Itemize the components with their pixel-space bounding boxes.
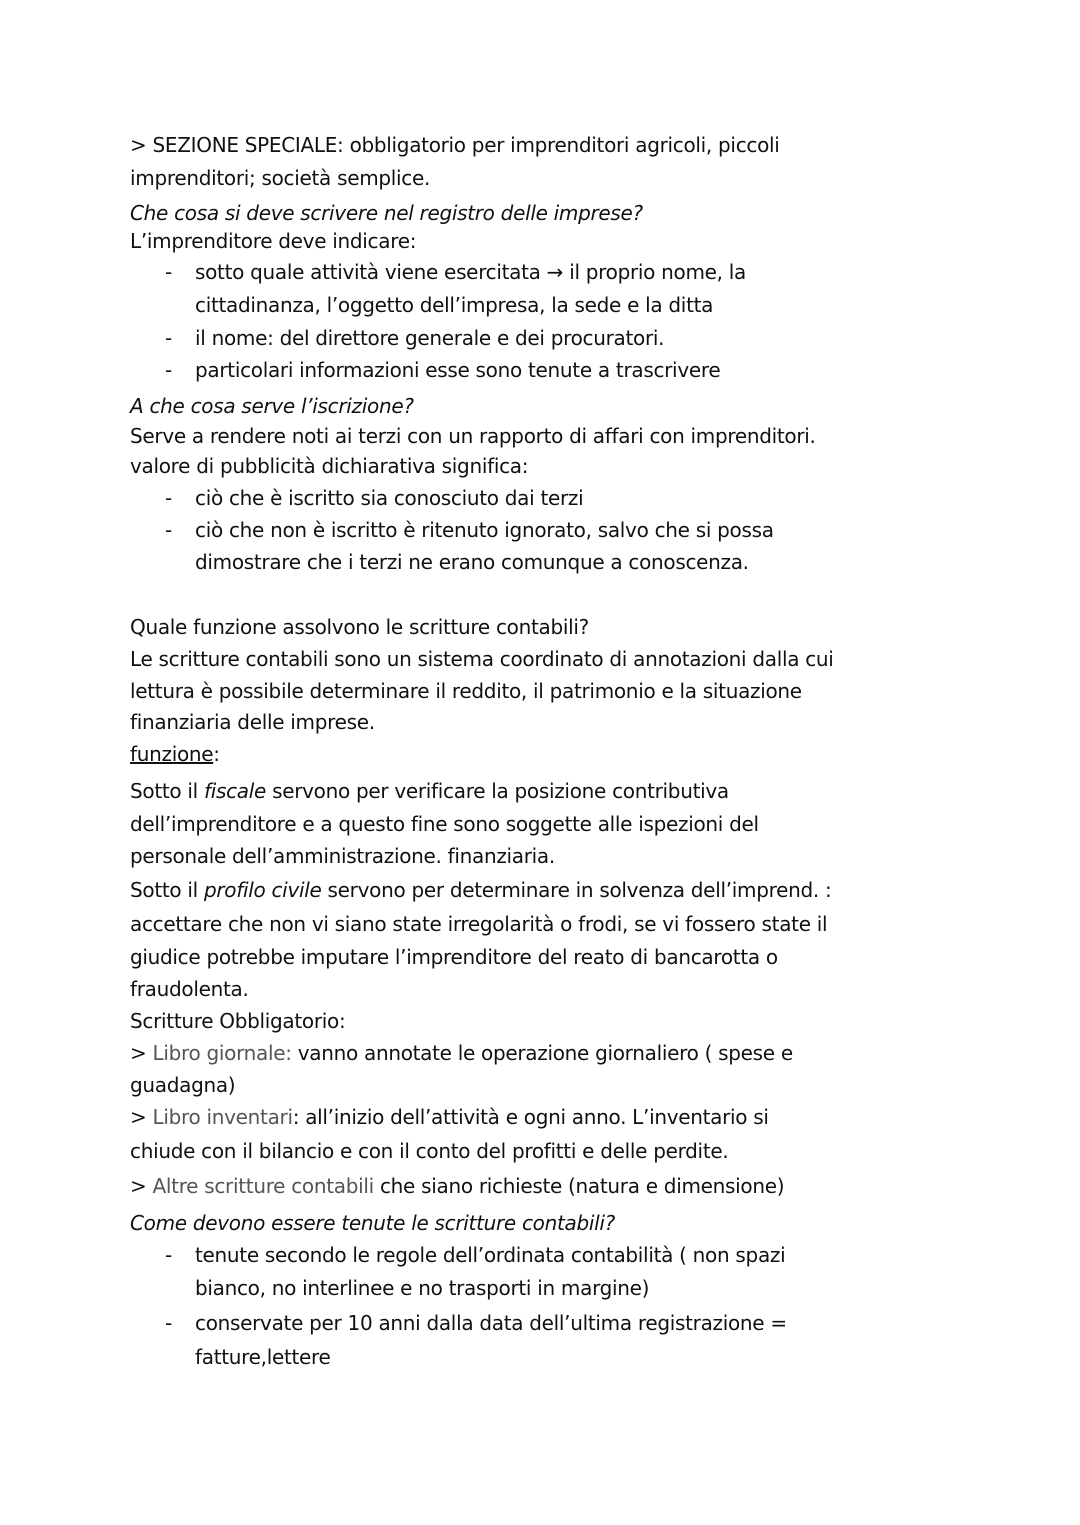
text-line [130, 1103, 769, 1131]
text-line [130, 910, 827, 938]
text-line [130, 708, 375, 736]
text-line [195, 548, 749, 576]
question-heading: Come devono essere tenute le scritture contabili? [130, 1211, 615, 1235]
text-segment: bianco, no interlinee e no trasporti in margine) [195, 1276, 650, 1300]
text-line [130, 677, 802, 705]
text-segment: il nome: del direttore generale e dei procuratori. [195, 326, 665, 350]
text-line [130, 1071, 235, 1099]
bullet-dash: - [165, 260, 172, 284]
bullet-item [165, 484, 584, 512]
text-segment: > [130, 1041, 153, 1065]
text-line [130, 975, 249, 1003]
text-line [130, 131, 780, 159]
text-line [130, 227, 416, 255]
bullet-dash: - [165, 358, 172, 382]
question-heading: fiscale [203, 779, 267, 803]
text-line [130, 645, 834, 673]
bullet-dash: - [165, 518, 172, 542]
text-line [130, 810, 759, 838]
bullet-dash: - [165, 326, 172, 350]
text-segment: che siano richieste (natura e dimensione) [373, 1174, 785, 1198]
text-segment: chiude con il bilancio e con il conto del profitti e delle perdite. [130, 1139, 729, 1163]
text-line [130, 740, 220, 768]
bullet-item [165, 356, 721, 384]
text-segment: Serve a rendere noti ai terzi con un rapporto di affari con imprenditori. [130, 424, 816, 448]
text-segment: servono per determinare in solvenza dell’imprend. : [321, 878, 832, 902]
text-segment: > SEZIONE SPECIALE: [130, 133, 350, 157]
text-segment: servono per verificare la posizione contributiva [266, 779, 729, 803]
bullet-dash: - [165, 1311, 172, 1335]
text-segment: imprenditori; società semplice. [130, 166, 431, 190]
text-line [130, 1007, 345, 1035]
text-line [130, 876, 831, 904]
bullet-dash: - [165, 486, 172, 510]
text-segment: giudice potrebbe imputare l’imprenditore del reato di bancarotta o [130, 945, 778, 969]
text-segment: > [130, 1105, 153, 1129]
text-segment: accettare che non vi siano state irregolarità o frodi, se vi fossero state il [130, 912, 828, 936]
text-line [130, 943, 778, 971]
question-heading: A che cosa serve l’iscrizione? [130, 394, 414, 418]
text-segment: Quale funzione assolvono le scritture contabili? [130, 615, 589, 639]
text-segment: vanno annotate le operazione giornaliero ( spese e [291, 1041, 793, 1065]
text-line [195, 1274, 649, 1302]
text-segment: > [130, 1174, 153, 1198]
text-segment: Sotto il [130, 878, 204, 902]
text-line [130, 422, 816, 450]
text-line [130, 1209, 615, 1237]
text-segment: funzione [130, 742, 214, 766]
text-segment: dell’imprenditore e a questo fine sono soggette alle ispezioni del [130, 812, 759, 836]
text-line [130, 1039, 793, 1067]
text-line [130, 1172, 784, 1200]
question-heading: profilo civile [203, 878, 322, 902]
bullet-dash: - [165, 1243, 172, 1267]
text-segment: personale dell’amministrazione. finanziaria. [130, 844, 555, 868]
text-line [130, 613, 589, 641]
text-line [195, 1343, 331, 1371]
text-segment: finanziaria delle imprese. [130, 710, 375, 734]
text-segment: sotto quale attività viene esercitata → il proprio nome, la [195, 260, 746, 284]
question-heading: Che cosa si deve scrivere nel registro delle imprese? [130, 201, 643, 225]
bullet-item [165, 516, 774, 544]
text-segment: tenute secondo le regole dell’ordinata contabilità ( non spazi [195, 1243, 786, 1267]
bullet-item [165, 324, 665, 352]
text-segment: ciò che non è iscritto è ritenuto ignorato, salvo che si possa [195, 518, 774, 542]
text-segment: guadagna) [130, 1073, 236, 1097]
section-label: Libro inventari [152, 1105, 293, 1129]
text-line [130, 452, 528, 480]
text-segment: conservate per 10 anni dalla data dell’ultima registrazione = [195, 1311, 787, 1335]
text-segment: Sotto il [130, 779, 204, 803]
text-segment: obbligatorio per imprenditori agricoli, piccoli [349, 133, 780, 157]
text-segment: particolari informazioni esse sono tenute a trascrivere [195, 358, 721, 382]
text-line [130, 199, 643, 227]
text-segment: : [213, 742, 220, 766]
text-segment: Scritture Obbligatorio: [130, 1009, 346, 1033]
text-line [130, 164, 430, 192]
text-segment: cittadinanza, l’oggetto dell’impresa, la sede e la ditta [195, 293, 714, 317]
text-segment: : all’inizio dell’attività e ogni anno. L’inventario si [292, 1105, 769, 1129]
text-segment: ciò che è iscritto sia conosciuto dai terzi [195, 486, 584, 510]
bullet-item [165, 258, 746, 286]
section-label: Libro giornale: [152, 1041, 292, 1065]
text-line [130, 392, 414, 420]
text-line [195, 291, 713, 319]
text-segment: fraudolenta. [130, 977, 249, 1001]
text-segment: valore di pubblicità dichiarativa significa: [130, 454, 529, 478]
section-label: Altre scritture contabili [152, 1174, 374, 1198]
text-segment: Le scritture contabili sono un sistema coordinato di annotazioni dalla cui [130, 647, 834, 671]
bullet-item [165, 1309, 787, 1337]
text-segment: L’imprenditore deve indicare: [130, 229, 417, 253]
text-line [130, 1137, 728, 1165]
text-segment: fatture,lettere [195, 1345, 331, 1369]
text-segment: dimostrare che i terzi ne erano comunque a conoscenza. [195, 550, 749, 574]
bullet-item [165, 1241, 786, 1269]
text-line [130, 777, 729, 805]
text-segment: lettura è possibile determinare il reddito, il patrimonio e la situazione [130, 679, 802, 703]
text-line [130, 842, 555, 870]
